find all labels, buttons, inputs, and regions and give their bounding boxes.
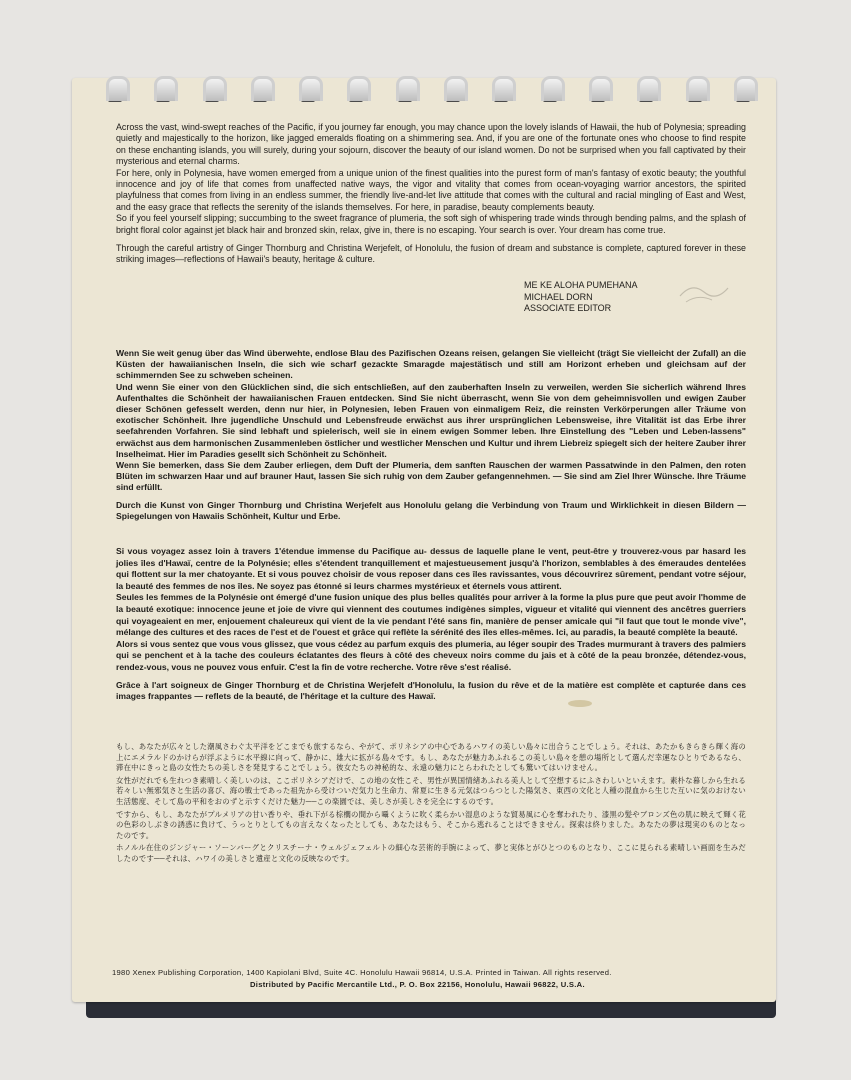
binding-coil	[539, 76, 561, 104]
binding-coil	[152, 76, 174, 104]
english-paragraph-4: Through the careful artistry of Ginger Thornburg and Christina Werjefelt, of Honolulu, the fusion of dream and substance is complete, captured forever in these striking images—reflections of Hawaii's beauty, heritage & culture.	[116, 243, 746, 265]
binding-coil	[442, 76, 464, 104]
binding-coil	[587, 76, 609, 104]
german-paragraph-2: Und wenn Sie einer von den Glücklichen sind, die sich entschließen, auf den zauberhaften Inseln zu verweilen, werden Sie sicherlich während Ihres Aufenthaltes die Schönheit der hawaiianischen Frauen entdecken. Sind Sie nicht überrascht, wenn Sie von dem geheimnisvollen und ewigen Zauber dieser Schönen gefesselt werden, denn nur hier, in Polynesien, leben Frauen von einmaligem Reiz, die reinsten Verkörperungen aller Träume von exotischer Schönheit. Ihre jugendliche Unschuld und Lebensfreude erwächst aus ihrer ursprünglichen Lebensweise, ihre Vitalität ist das Erbe ihrer seefahrenden Vorfahren. Sie sind lebhaft und spielerisch, weil sie in einem ewigen Sommer leben. Ihre Einstellung des "Leben und Leben-lassens" erwächst aus dem harmonischen Zusammenleben östlicher und westlicher Menschen und Kultur und ihrem Liebreiz spiegelt sich der heitere Zauber ihrer Inselheimat. Hier im Paradies gesellt sich Schönheit zu Schönheit.	[116, 381, 746, 459]
signature-line-2: MICHAEL DORN	[524, 291, 593, 302]
french-paragraph-4: Grâce à l'art soigneux de Ginger Thornburg et de Christina Werjefelt d'Honolulu, la fusion du rêve et de la matière est complète et capturée dans ces images frappantes — reflets de la beauté, de l'héritage et la culture des Hawaï.	[116, 679, 746, 702]
german-paragraph-4: Durch die Kunst von Ginger Thornburg und Christina Werjefelt aus Honolulu gelang die Verbindung von Traum und Wirklichkeit in diesen Bildern — Spiegelungen von Hawaiis Schönheit, Kultur und Erbe.	[116, 499, 746, 521]
german-text	[116, 348, 746, 522]
binding-coil	[394, 76, 416, 104]
booklet-page	[72, 78, 776, 1002]
french-paragraph-2: Seules les femmes de la Polynésie ont émergé d'une fusion unique des plus belles qualités pour arriver à la forme la plus pure que peut avoir l'homme de la beauté exotique: innocence jeune et joie de vivre qui viennent des coutumes indigènes simples, vigueur et vitalité qui viennent des ancêtres guerriers qui voyageaient en mer, enjouement chaleureux qui vient de la vie pendant l'été sans fin, manière de penser amicale qui "il faut que tout le monde vive", mélange des cultures et des races de l'est et de l'ouest et grâce qui reflète la sérénité des îles elles-mêmes. Ici, au paradis, la beauté complète la beauté.	[116, 592, 746, 638]
signature-line-1: ME KE ALOHA PUMEHANA	[524, 280, 638, 290]
publisher-line: 1980 Xenex Publishing Corporation, 1400 Kapiolani Blvd, Suite 4C. Honolulu Hawaii 96814, U.S.A. Printed in Taiwan. All rights reserved.	[112, 968, 612, 977]
english-paragraph-2: For here, only in Polynesia, have women emerged from a unique union of the finest qualities into the purest form of man's fantasy of exotic beauty; the youthful innocence and joy of life that comes from unaffected native ways, the vigor and vitality that comes from ocean-voyaging warrior ancestors, the spirited playfulness that comes from living in an endless summer, the friendly live-and-let live attitude that comes with the cultural and racial mingling of East and West, and the easy grace that reflects the serenity of the islands themselves. For here, in paradise, beauty complements beauty.	[116, 167, 746, 212]
japanese-paragraph-2: 女性がだれでも生れつき素晴しく美しいのは、ここポリネシアだけで、この地の女性こそ、男性が異国情緒あふれる美人として空想するにふさわしいといえます。素朴な暮しから生れる若々しい無邪気さと生活の喜び、海の戦士であった祖先から受けついだ気力と生命力、常夏に生きる元気はつらつとした陽気さ、東西の文化と人種の混血から生じた互いに気のおけない生活態度、そして島の平和をおのずと示すくだけた魅力──この楽園では、美しさが美しさを完全にするのです。	[116, 775, 746, 806]
signature-line-3: ASSOCIATE EDITOR	[524, 303, 612, 313]
japanese-paragraph-3: ですから、もし、あなたがプルメリアの甘い香りや、垂れ下がる棕櫚の間から囁くように吹く柔らかい湿息のような貿易風に心を奪われたり、漆黒の髪やブロンズ色の肌に映えて輝く花の色彩のしぶきの誘惑に負けて、うっとりとしてもの言えなくなったとしても、あなたはもう、そこから逃れることはできません。探索は終りました。あなたの夢は現実のものとなったのです。	[116, 809, 746, 840]
binding-coil	[345, 76, 367, 104]
binding-coil	[732, 76, 754, 104]
english-text	[116, 122, 746, 266]
signature-block	[524, 280, 638, 315]
french-paragraph-3: Alors si vous sentez que vous vous glissez, que vous cédez au parfum exquis des plumeria, au léger soupir des Trades murmurant à travers des palmiers qui se penchent et à la tache des couleurs éclatantes des fleurs à côté des cheveux noirs comme du jais et à côté de la peau bronzée, détendez-vous, rendez-vous, vous ne pouvez vous enfuir. C'est la fin de votre recherche. Votre rêve s'est réalisé.	[116, 638, 746, 672]
english-paragraph-3: So if you feel yourself slipping; succumbing to the sweet fragrance of plumeria, the soft sigh of whispering trade winds through bending palms, and the splash of bright floral color against jet black hair and bronzed skin, relax, give in, there is no escaping. Your search is over. Your dream has come true.	[116, 213, 746, 235]
french-paragraph-1: Si vous voyagez assez loin à travers 1'étendue immense du Pacifique au- dessus de laquelle plane le vent, peut-être y trouverez-vous par hasard les jolies îles d'Hawaï, centre de la Polynésie; elles s'étendent tranquillement et majestueusement jusqu'à l'horizon, semblables à des émeraudes dentelées qui flottent sur la mer chatoyante. Et si vous pouvez choisir de vous reposer dans ces îles ravissantes, vous découvrirez sûrement, pendant votre séjour, la beauté des femmes de nos îles. Ne soyez pas étonné si leurs charmes mystérieux et éternels vous attirent.	[116, 546, 746, 591]
binding-coil	[201, 76, 223, 104]
german-paragraph-3: Wenn Sie bemerken, dass Sie dem Zauber erliegen, dem Duft der Plumeria, dem sanften Rauschen der warmen Passatwinde in den Palmen, den roten Blüten im schwarzen Haar und auf brauner Haut, lassen Sie sich ruhig von dem Zauber gefangennehmen. — Sie sind am Ziel Ihrer Wünsche. Ihre Träume sind erfüllt.	[116, 460, 746, 493]
binding-coil	[490, 76, 512, 104]
french-text	[116, 546, 746, 703]
japanese-paragraph-1: もし、あなたが広々とした潮風さわぐ太平洋をどこまでも旅するなら、やがて、ポリネシアの中心であるハワイの美しい島々に出合うことでしょう。それは、あたかもきらきら輝く海の上にエメラルドのかけらが浮ぶように水平線に向って、静かに、雄大に拡がる島々です。もし、あなたが魅力あふれるこの美しい島々を憩の場所として選んだ幸運なひとりであるなら、滞在中にきっと島の女性たちの美しさを発見することでしょう。彼女たちの神秘的な、永遠の魅力にとらわれたとしても驚いてはいけません。	[116, 742, 746, 773]
distributor-line: Distributed by Pacific Mercantile Ltd., P. O. Box 22156, Honolulu, Hawaii 96822, U.S.A.	[250, 980, 585, 989]
binding-coil	[104, 76, 126, 104]
binding-coil	[684, 76, 706, 104]
binding-coil	[249, 76, 271, 104]
spiral-binding	[104, 76, 754, 106]
german-paragraph-1: Wenn Sie weit genug über das Wind überwehte, endlose Blau des Pazifischen Ozeans reisen, gelangen Sie vielleicht (trägt Sie vielleicht der Zufall) an die Küsten der hawaiianischen Inseln, die sich wie scharf gezackte Smaragde majestätisch und still am Horizont erheben und gleichsam auf der schimmernden See zu schweben scheinen.	[116, 348, 746, 381]
paper-stain	[568, 700, 592, 707]
japanese-text	[116, 742, 746, 865]
binding-coil	[297, 76, 319, 104]
english-paragraph-1: Across the vast, wind-swept reaches of the Pacific, if you journey far enough, you may chance upon the lovely islands of Hawaii, the hub of Polynesia; spreading quietly and majestically to the horizon, like jagged emeralds floating on a shimmering sea. And, if you are one of the fortunate ones who choose to find respite on these enchanting islands, you will surely, during your sojourn, discover the beauty of our island women. Do not be surprised when you fall captivated by their mysterious and eternal charms.	[116, 122, 746, 167]
japanese-paragraph-4: ホノルル在住のジンジャー・ソーンバーグとクリスチーナ・ウェルジェフェルトの細心な芸術的手腕によって、夢と実体とがひとつのものとなり、ここに見られる素晴しい画面を生みだしたのです──それは、ハワイの美しさと遺産と文化の反映なのです。	[116, 843, 746, 863]
binding-coil	[635, 76, 657, 104]
faded-stamp-mark	[672, 278, 732, 308]
